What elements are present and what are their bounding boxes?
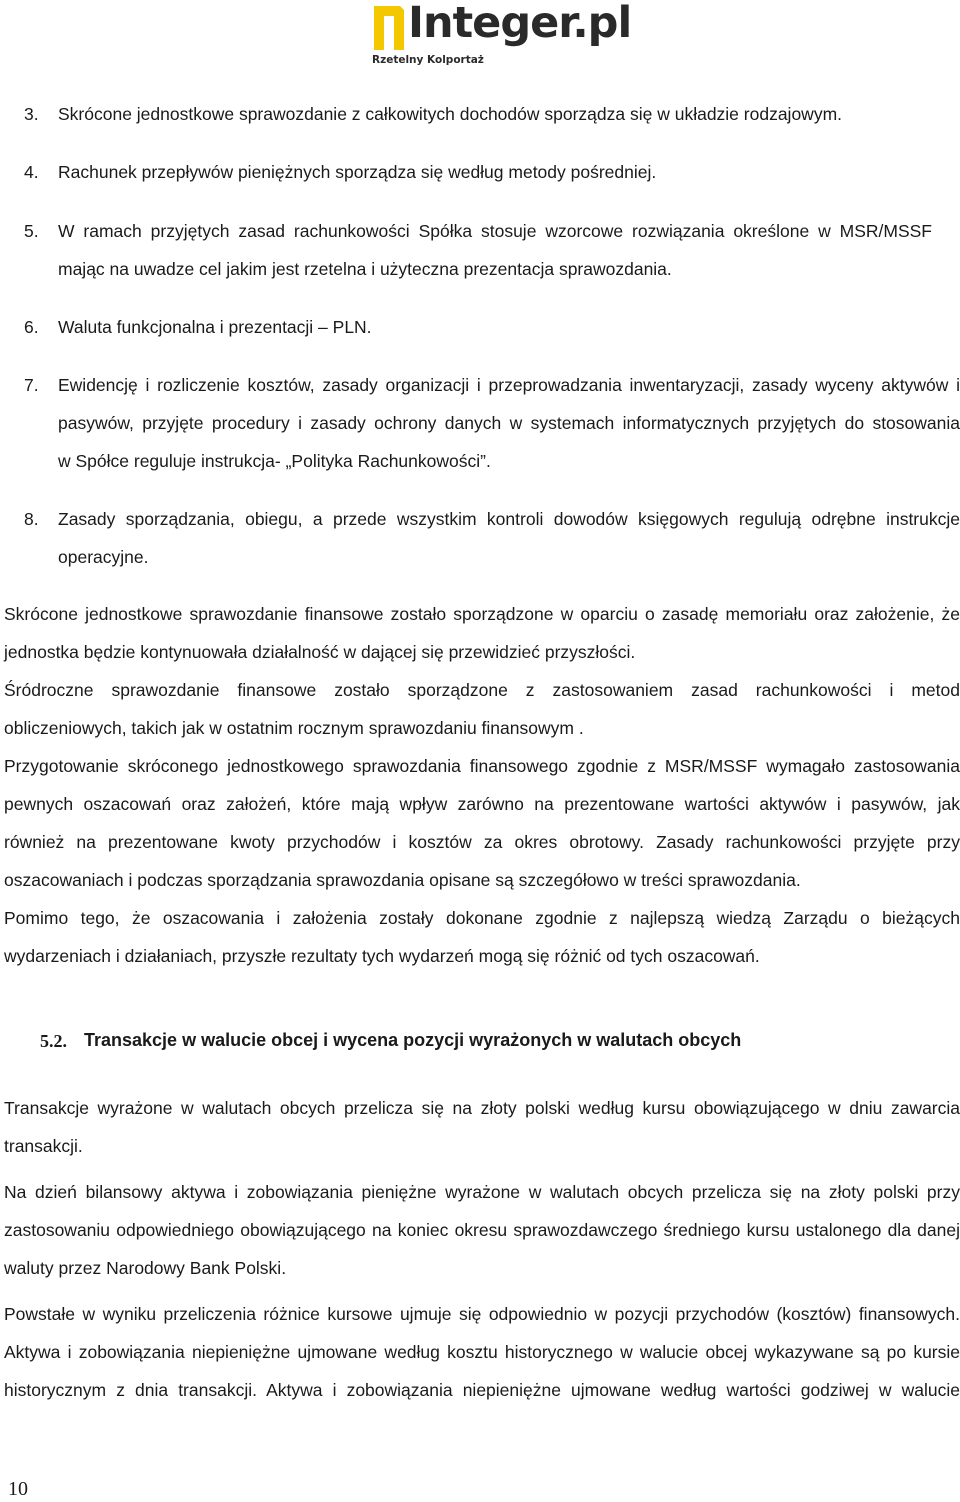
paragraph-line: pewnych oszacowań oraz założeń, które mają wpływ zarówno na prezentowane wartości aktywów i pasywów, jak <box>4 794 960 814</box>
paragraph-line: Na dzień bilansowy aktywa i zobowiązania pieniężne wyrażone w walutach obcych przelicza się na złoty polski przy <box>4 1182 960 1202</box>
list-item-text: operacyjne. <box>58 547 149 567</box>
list-item-text: mając na uwadze cel jakim jest rzetelna i użyteczna prezentacja sprawozdania. <box>58 259 672 279</box>
paragraph-line: Skrócone jednostkowe sprawozdanie finansowe zostało sporządzone w oparciu o zasadę memoriału oraz założenie, że <box>4 604 960 624</box>
paragraph-line: transakcji. <box>4 1136 83 1156</box>
list-item-text: pasywów, przyjęte procedury i zasady ochrony danych w systemach informatycznych przyjętych do stosowania <box>58 413 960 433</box>
page-number: 10 <box>8 1478 28 1500</box>
paragraph-line: Przygotowanie skróconego jednostkowego sprawozdania finansowego zgodnie z MSR/MSSF wymagało zastosowania <box>4 756 960 776</box>
paragraph-line: Śródroczne sprawozdanie finansowe zostało sporządzone z zastosowaniem zasad rachunkowości i metod <box>4 680 960 700</box>
list-number: 8. <box>24 509 39 529</box>
paragraph-line: Transakcje wyrażone w walutach obcych przelicza się na złoty polski według kursu obowiązującego w dniu zawarcia <box>4 1098 960 1118</box>
list-item-text: Rachunek przepływów pieniężnych sporządza się według metody pośredniej. <box>58 162 657 182</box>
paragraph-line: Pomimo tego, że oszacowania i założenia zostały dokonane zgodnie z najlepszą wiedzą Zarządu o bieżących <box>4 908 960 928</box>
paragraph-line: obliczeniowych, takich jak w ostatnim rocznym sprawozdaniu finansowym . <box>4 718 584 738</box>
list-number: 7. <box>24 375 39 395</box>
paragraph-line: historycznym z dnia transakcji. Aktywa i zobowiązania niepieniężne ujmowane według wartości godziwej w walucie <box>4 1380 960 1400</box>
paragraph-line: wydarzeniach i działaniach, przyszłe rezultaty tych wydarzeń mogą się różnić od tych oszacowań. <box>4 946 760 966</box>
section-title: Transakcje w walucie obcej i wycena pozycji wyrażonych w walutach obcych <box>84 1030 742 1050</box>
section-number: 5.2. <box>40 1031 67 1051</box>
list-item-text: w Spółce reguluje instrukcja- „Polityka Rachunkowości”. <box>58 451 491 471</box>
list-number: 4. <box>24 162 39 182</box>
list-item-text: Waluta funkcjonalna i prezentacji – PLN. <box>58 317 372 337</box>
paragraph-line: oszacowaniach i podczas sporządzania sprawozdania opisane są szczegółowo w treści sprawozdania. <box>4 870 801 890</box>
paragraph-line: Powstałe w wyniku przeliczenia różnice kursowe ujmuje się odpowiednio w pozycji przychodów (kosztów) finansowych. <box>4 1304 960 1324</box>
logo-tagline: Rzetelny Kolportaż <box>372 54 484 66</box>
list-number: 3. <box>24 104 39 124</box>
paragraph-line: Aktywa i zobowiązania niepieniężne ujmowane według kosztu historycznego w walucie obcej wykazywane są po kursie <box>4 1342 960 1362</box>
list-item-text: Skrócone jednostkowe sprawozdanie z całkowitych dochodów sporządza się w układzie rodzajowym. <box>58 104 843 124</box>
paragraph-line: zastosowaniu odpowiedniego obowiązującego na koniec okresu sprawozdawczego średniego kursu ustalonego dla danej <box>4 1220 960 1240</box>
logo-name: Integer.pl <box>408 0 632 48</box>
list-number: 6. <box>24 317 39 337</box>
paragraph-line: waluty przez Narodowy Bank Polski. <box>4 1258 287 1278</box>
list-item-text: Ewidencję i rozliczenie kosztów, zasady organizacji i przeprowadzania inwentaryzacji, zasady wyceny aktywów i <box>58 375 960 395</box>
list-item-text: Zasady sporządzania, obiegu, a przede wszystkim kontroli dowodów księgowych regulują odrębne instrukcje <box>58 509 960 529</box>
paragraph-line: jednostka będzie kontynuowała działalność w dającej się przewidzieć przyszłości. <box>4 642 636 662</box>
logo <box>372 0 632 66</box>
list-item-text: W ramach przyjętych zasad rachunkowości Spółka stosuje wzorcowe rozwiązania określone w MSR/MSSF <box>58 221 932 241</box>
square-bracket-logo-icon <box>372 4 406 54</box>
list-number: 5. <box>24 221 39 241</box>
paragraph-line: również na prezentowane kwoty przychodów i kosztów za okres obrotowy. Zasady rachunkowości przyjęte przy <box>4 832 960 852</box>
